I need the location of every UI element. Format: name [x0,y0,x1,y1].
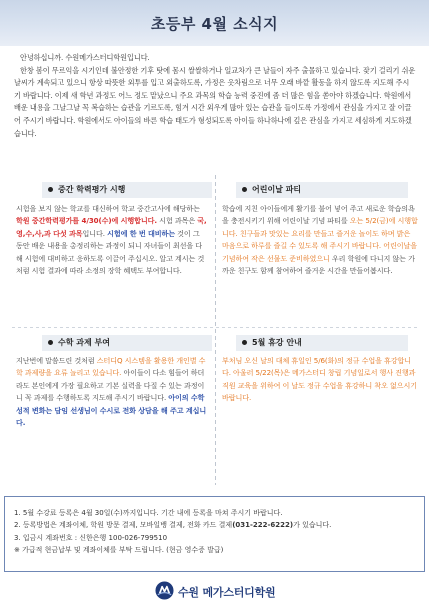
midterm-text-2: 시험 과목은 [157,216,198,226]
math-text-2: 아이들이 다소 힘들어 하더라도 본인에게 가장 필요하고 기본 실력을 다질 수 있는 과정이니 꼭 과제를 수행하도록 지도해 주시기 바랍니다. [16,368,205,403]
math-section-header [42,335,212,351]
notice-line-1: 1. 5월 수강료 등록은 4월 30일(수)까지입니다. 기간 내에 등록을 마쳐 주시기 바랍니다. [14,509,283,517]
bullet-icon [242,340,247,345]
bullet-icon [48,187,53,192]
column-divider [215,175,216,485]
childrens-day-highlight: 오는 5/2(금)에 시행합니다. 친구들과 맛있는 요리를 만들고 즐거운 놀이도 하며 밝은 마음으로 하루를 즐길 수 있도록 해 주시기 바랍니다. 어린이날을 기념하여 작은 선물도 준비하였으니 [222,216,418,263]
notice-line-3: 3. 입금시 계좌번호 : 신한은행 100-026-799510 [14,533,168,542]
payment-notice-box [4,496,425,572]
megastudy-logo-icon [155,581,174,600]
midterm-emphasis: 시험에 한 번 대비하는 [107,228,176,238]
midterm-highlight-date: 학원 중간학력평가를 4/30(수)에 시행합니다. [16,216,158,226]
intro-text [14,52,416,140]
holiday-section-header [236,335,408,351]
title-banner [0,0,429,46]
midterm-title: 중간 학력평가 시행 [58,185,126,194]
notice-line-2 [14,519,416,531]
midterm-text-3: 입니다. [82,228,108,238]
math-body [16,355,208,429]
holiday-text: 부처님 오신 날의 대체 휴일인 5/6(화)의 정규 수업을 휴강합니다. 아울러 5/22(목)은 메가스터디 창립 기념일로서 행사 진행과 직원 교육을 위하여 이 날도 정규 수업을 휴강하니 착오 없으시기 바랍니다. [222,356,417,403]
childrens-day-text-1: 학습에 지친 아이들에게 활기를 불어 넣어 주고 새로운 학습의욕을 충전시키기 위해 어린이날 기념 파티를 [222,204,415,226]
midterm-section-header [42,182,212,198]
midterm-body [16,203,208,277]
page-title: 초등부 4월 소식지 [150,15,279,33]
midterm-highlight-subjects: 국,영,수,사,과 다섯 과목 [16,216,207,238]
holiday-title: 5월 휴강 안내 [252,338,302,347]
footer-brand: 수원 메가스터디학원 [178,586,276,599]
intro-greeting: 안녕하십니까. 수원메가스터디학원입니다. [20,53,150,62]
math-emphasis: 아이의 수학 성적 변화는 담임 선생님이 수시로 전화 상담을 해 주고 계십니다. [16,393,207,428]
row-divider [12,327,417,328]
holiday-body [222,355,418,405]
intro-paragraph: 한창 봄이 무르익을 시기인데 불안정한 기후 탓에 몸시 쌀쌀하거나 일교차가 큰 날들이 자주 출몰하고 있습니다. 잦기 걸리기 쉬운 날씨가 계속되고 있으니 항상 따뜻한 외투를 입고 외출하도록, 가정은 옷차림으로 너무 오래 바깥 활동을 하지 않도록 지도해 주시기 바랍니다. 이제 새 학년 과정도 어느 정도 맡났으니 주요 과목의 학습 능력 중진에 좀 더 많은 힘을 쏟아야 하겠습니다. 학원에서 배운 내용을 그날그날 꼭 복습하는 습관을 기르도록, 힘겨 시간 외우게 많아 있는 습관을 들이도록 가정에서 관심을 가지고 잘 이끌어 주시기 바랍니다. 학원에서도 아이들의 바른 학습 태도가 형성되도록 아이들 하나하나에 깊은 관심을 가지고 세심하게 지도하겠습니다. [14,65,416,138]
bullet-icon [242,187,247,192]
notice-phone: (031-222-6222) [232,521,294,530]
childrens-day-body [222,203,418,277]
childrens-day-section-header [236,182,408,198]
childrens-day-text-2: 우리 학원에 다니지 않는 가까운 친구도 함께 참여하여 즐거운 시간을 만들어봅시다. [222,253,415,276]
childrens-day-title: 어린이날 파티 [252,185,302,194]
notice-line-4: ※ 가급적 현금납부 및 계좌이체를 부탁 드립니다. (현금 영수증 발급) [14,545,224,554]
math-text-1: 지난번에 말씀드린 것처럼 [16,356,97,365]
bullet-icon [48,340,53,345]
midterm-text-4: 것이 그 동안 배운 내용을 총정리하는 과정이 되니 자녀들이 최선을 다해 시험에 대비하고 응하도록 이끌어 주십시오. 알고 계시는 것처럼 시험 결과에 따라 소정의 장학 혜택도 부여합니다. [16,228,205,276]
math-title: 수학 과제 부여 [58,338,110,347]
notice-line-2-tail: 가 있습니다. [293,521,332,530]
footer [0,576,429,613]
notice-line-2-text: 2. 등록방법은 계좌이체, 학원 방문 결제, 모바일뱅 결제, 전화 카드 결제 [14,521,233,530]
math-highlight: 스터디Q 시스템을 활용한 개인별 수학 과제량을 요류 늘리고 있습니다. [16,356,206,378]
midterm-text-1: 시험을 보지 않는 학교를 대신하여 학교 중간고사에 해당하는 [16,204,200,213]
